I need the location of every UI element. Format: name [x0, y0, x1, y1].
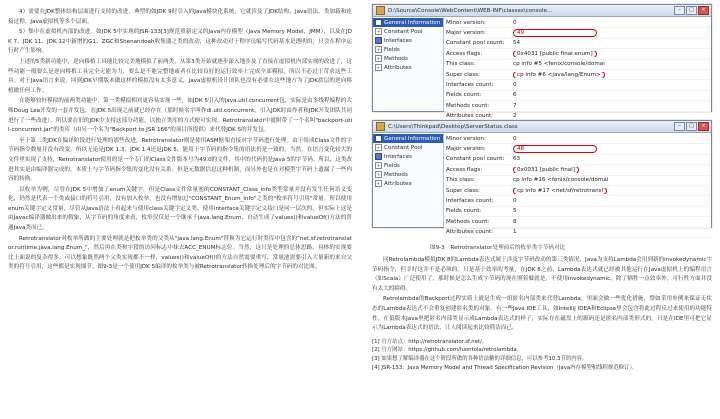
footnote: [3] 如果想了解编译器在这个阶段所做的各种语法糖的详细信息，可以参考10.3节的内容。 [372, 355, 588, 362]
prop-row: Attributes count: 2 [444, 112, 711, 122]
prop-row: Constant pool count: 54 [444, 39, 711, 49]
expand-icon[interactable]: + [376, 145, 381, 150]
prop-row: Super class: cp info #17 <net/sf/retrotransl [444, 186, 711, 196]
tree-item-constant-pool[interactable]: + Constant Pool [376, 28, 423, 35]
left-paragraph: 上述的5类新功能中，逆向移植工具能比较完美地模拟了前两类，从第3类开始就逐步深入地涉及了直接在虚拟机内部实现的改进了，这些功能一般要么是逆向移植工具完全无能为力，要么是不能完整地或者在比较良好的运行效率上完成全部模拟，所以不必过于苛求这些工具。对于Java语言来说，回到JDK早期版本做这样的模拟没有太多意义，Java虚拟机设计团队也没有必要在这些地方为了JDK底层的逆向移植做任何工作。 [8, 58, 352, 94]
prop-row: Attributes count: 1 [444, 228, 711, 238]
minimize-icon[interactable]: – [674, 122, 685, 131]
super-class-highlight[interactable]: cp info #17 <net/sf/retrotransl [513, 188, 607, 194]
expand-icon[interactable]: + [376, 29, 381, 34]
prop-row: Minor version: 0 [444, 18, 711, 28]
minimize-icon[interactable]: – [674, 6, 685, 15]
node-icon [375, 19, 382, 26]
prop-row: Access flags: 0x4031 [public final enum] [444, 49, 711, 59]
prop-row: This class: cp info #16 <fenix/console/domai [444, 176, 711, 186]
general-info-panel [444, 17, 711, 120]
prop-row: This class: cp info #5 <fenix/console/domai [444, 60, 711, 70]
prop-row: Interfaces count: 0 [444, 80, 711, 90]
close-icon[interactable]: × [698, 122, 709, 131]
major-version-highlight: 49 [513, 29, 597, 37]
expand-icon[interactable]: + [376, 163, 381, 168]
tree-item-general-information[interactable]: General Information [373, 134, 443, 143]
left-paragraph: 在能够较好模拟的前两类功能中，第一类模拟相对更容易实现一些，如JDK 5引入的java.util.concurrent包，实际是由多线程编程的大师Doug Lea开发的一套并发包，在JDK 5出现之前就已经存在（那时候名字叫作dl.util.concurrent，引入JDK时由作者和JDK开发团队共同进行了一些改进），所以要在旧的JDK中支持这部分功能，以独立类库的方式便可实现。Retrotranslator中就附带了一个名叫"backport-util-concurrent.jar"的类库（由另一个名为"Backport to JSR 166"的项目所提供）来代替JDK 5的并发包。 [8, 98, 352, 134]
figure-caption: 图9-3 Retrotranslator处理前后的枚举类字节码对比 [430, 245, 566, 251]
left-paragraph: 5）集中在虚拟机内部的改进。如JDK 5中实现的JSR-133[3]规范重新定义的Java内存模型（Java Memory Model，JMM），以及在JDK 7、JDK 11、JDK 12中新增的G1、ZGC和Shenandoah收集器之类的改动，这种改动对于程序员编写代码基本是透明的，只会在程序运行时产生影响。 [8, 29, 352, 55]
window-title: C:\Users\Thinkpad\Desktop\ServerStatus.class [388, 123, 518, 130]
tree-item-interfaces[interactable]: Interfaces [373, 152, 443, 161]
general-info-panel [444, 133, 711, 236]
window-controls [674, 6, 711, 15]
prop-row: Constant pool count: 63 [444, 155, 711, 165]
app-icon [376, 6, 385, 15]
maximize-icon[interactable]: □ [686, 6, 697, 15]
tree-item-interfaces[interactable]: Interfaces [373, 36, 443, 45]
expand-icon[interactable]: + [376, 47, 381, 52]
tree-item-general-information[interactable]: General Information [373, 18, 443, 27]
structure-tree [373, 17, 444, 111]
prop-row: Fields count: 5 [444, 207, 711, 217]
prop-row: Major version: 49 [444, 28, 711, 38]
window-controls [674, 122, 711, 131]
window-titlebar [373, 5, 711, 17]
node-icon [375, 135, 382, 142]
access-flags-highlight: 0x4031 [public final enum] [513, 51, 597, 57]
tree-item-methods[interactable]: + Methods [376, 55, 408, 62]
tree-item-fields[interactable]: + Fields [376, 162, 400, 169]
classfile-viewer-window-before [372, 4, 712, 120]
window-title: D:\Source\Console\WebContent\WEB-INF\classes\console... [388, 7, 553, 14]
right-text-column [372, 256, 712, 372]
classfile-viewer-window-after [372, 120, 712, 236]
left-paragraph: Retrotranslator对枚举所做的主要处理就是把枚举类的父类从"java.lang.Enum"替换为它运行时类库中包含的"net.sf.retrotranslator.runtime.java.lang.Enum_"，然后再在类和字段的访问标志中抹去ACC_ENUM标志位。当然，这只是处理的总体思路，具体的实现要比上面说的复杂得多。可以想象既然两个父类实现都不一样，values()和valueOf()的方法自然需要重写，常量池需要引入大量新的来自父类的符号引用，这些都是实现细节。图9-3是一个使用JDK 5编译的枚举类与被Retrotranslator转换处理后的字节码的对比图。 [8, 235, 352, 271]
prop-row: Interfaces count: 0 [444, 196, 711, 206]
access-flags-highlight: 0x0031 [public final] [513, 167, 579, 173]
prop-row: Methods count: 8 [444, 217, 711, 227]
prop-row: Access flags: 0x0031 [public final] [444, 165, 711, 175]
close-icon[interactable]: × [698, 6, 709, 15]
footnote: [2] 官方网站：https://github.com/luontola/retrolambda。 [372, 347, 523, 354]
node-icon [375, 153, 382, 160]
super-class-highlight[interactable]: cp info #6 <java/lang/Enum> [513, 72, 605, 78]
right-paragraph: 同Retrolambda模拟JDK 8的Lambda表达式属于涉及字节码改动的第三类情况，Java为支持Lambda会用到新的invokedynamic字节码指令，但幸好这并不是必须的。只是基于效率的考量，在JDK 8之前，Lambda表达式就已经被其他运行在Java虚拟机上的编程语言（如Scala）广泛使用了，那时候是怎么生成字节码的现在照着做就是，不使用invokedynamic，除了牺牲一点效率外，可行性方面并没有太大的障碍。 [372, 257, 712, 292]
footnote: [1] 官方站点：http://retrotranslator.sf.net/。 [372, 338, 488, 345]
maximize-icon[interactable]: □ [686, 122, 697, 131]
left-paragraph: 以枚举为例，尽管在JDK 5中增加了enum关键字，但是Class文件常量池的CONSTANT_Class_info类型常量并没有发生任何语义变化，仍然是代表一个类或接口的符号引用，没有加入枚举，也没有增加过"CONSTANT_Enum_info"之类的"枚举符号引用"常量。所以使用enum关键字定义常量，尽管从Java语法上看起来与使用class关键字定义类、使用interface关键字定义接口是同一层次的，但实际上这是由Javac编译器做出来的假象，从字节码的角度来看，枚举仅仅是一个继承于java.lang.Enum、自动生成了values()和valueOf()方法的普通Java类而已。 [8, 186, 352, 232]
prop-row: Super class: cp info #6 <java/lang/Enum> [444, 70, 711, 80]
expand-icon[interactable]: + [376, 172, 381, 177]
tree-item-fields[interactable]: + Fields [376, 46, 400, 53]
left-paragraph: 4）需要在JDK整体结构层面进行支持的改进，典型的如JDK 9时引入的Java模块化系统，它就涉及了JDK结构、Java语法、类加载和连接过程、Java虚拟机等多个层面。 [8, 9, 352, 25]
structure-tree [373, 133, 444, 227]
major-version-highlight: 48 [513, 145, 597, 153]
app-icon [376, 122, 385, 131]
tree-item-attributes[interactable]: + Attributes [376, 180, 412, 187]
expand-icon[interactable]: + [376, 181, 381, 186]
left-paragraph: 至于第二类JDK在编译阶段进行处理的那些改进，Retrotranslator则是使用ASM框架直接对字节码进行处理。由于组成Class文件的字节码指令数量并没有改变，所以无论是JDK 1.3、JDK 1.4还是JDK 5，能用于字节码的指令集的语法仍是一致的。当然，在语言变化较大的文件里实现了支持，Retrotranslator使用的是一个专门的Class文件版本号为49.0的文件，其中的代码仍是Java 5的字节码。所以，这类改进其实是由编译器完成的，本质上与字节码指令集的变化没有关系。但是元数据信息这种机制，而另外也是在对模型字节码上遗漏了一些内容的转换。 [8, 137, 352, 183]
prop-row: Minor version: 0 [444, 134, 711, 144]
prop-row: Major version: 48 [444, 144, 711, 154]
right-paragraph: Retrolambda的Backport过程实质上就是生成一组匿名内部类来代替Lambda，里面会做一些优化措施，譬如采用单例来保证无状态的Lambda表达式不会重复创建匿名类的对象。有一些Java IDE工具，如IntelliJ IDEA和Eclipse里会包含将此过程反过来使用的功能特性，在低版本Java里把匿名内部类显示成Lambda表达式的样子，实际存在磁盘上的源码还是匿名内部类形式的，只是在IDE里可把它显示为Lambda表达式的语法，让人阅读起来比较简洁而已。 [372, 296, 712, 332]
left-text-column [8, 8, 352, 274]
footnote: [4] JSR-133：Java Memory Model and Thread Specification Revision（Java内存模型和线程规范修订）。 [372, 364, 638, 371]
tree-item-methods[interactable]: + Methods [376, 171, 408, 178]
tree-item-constant-pool[interactable]: + Constant Pool [376, 144, 423, 151]
window-titlebar [373, 121, 711, 133]
prop-row: Methods count: 7 [444, 101, 711, 111]
expand-icon[interactable]: + [376, 65, 381, 70]
tree-item-attributes[interactable]: + Attributes [376, 64, 412, 71]
prop-row: Fields count: 6 [444, 91, 711, 101]
expand-icon[interactable]: + [376, 56, 381, 61]
node-icon [375, 37, 382, 44]
